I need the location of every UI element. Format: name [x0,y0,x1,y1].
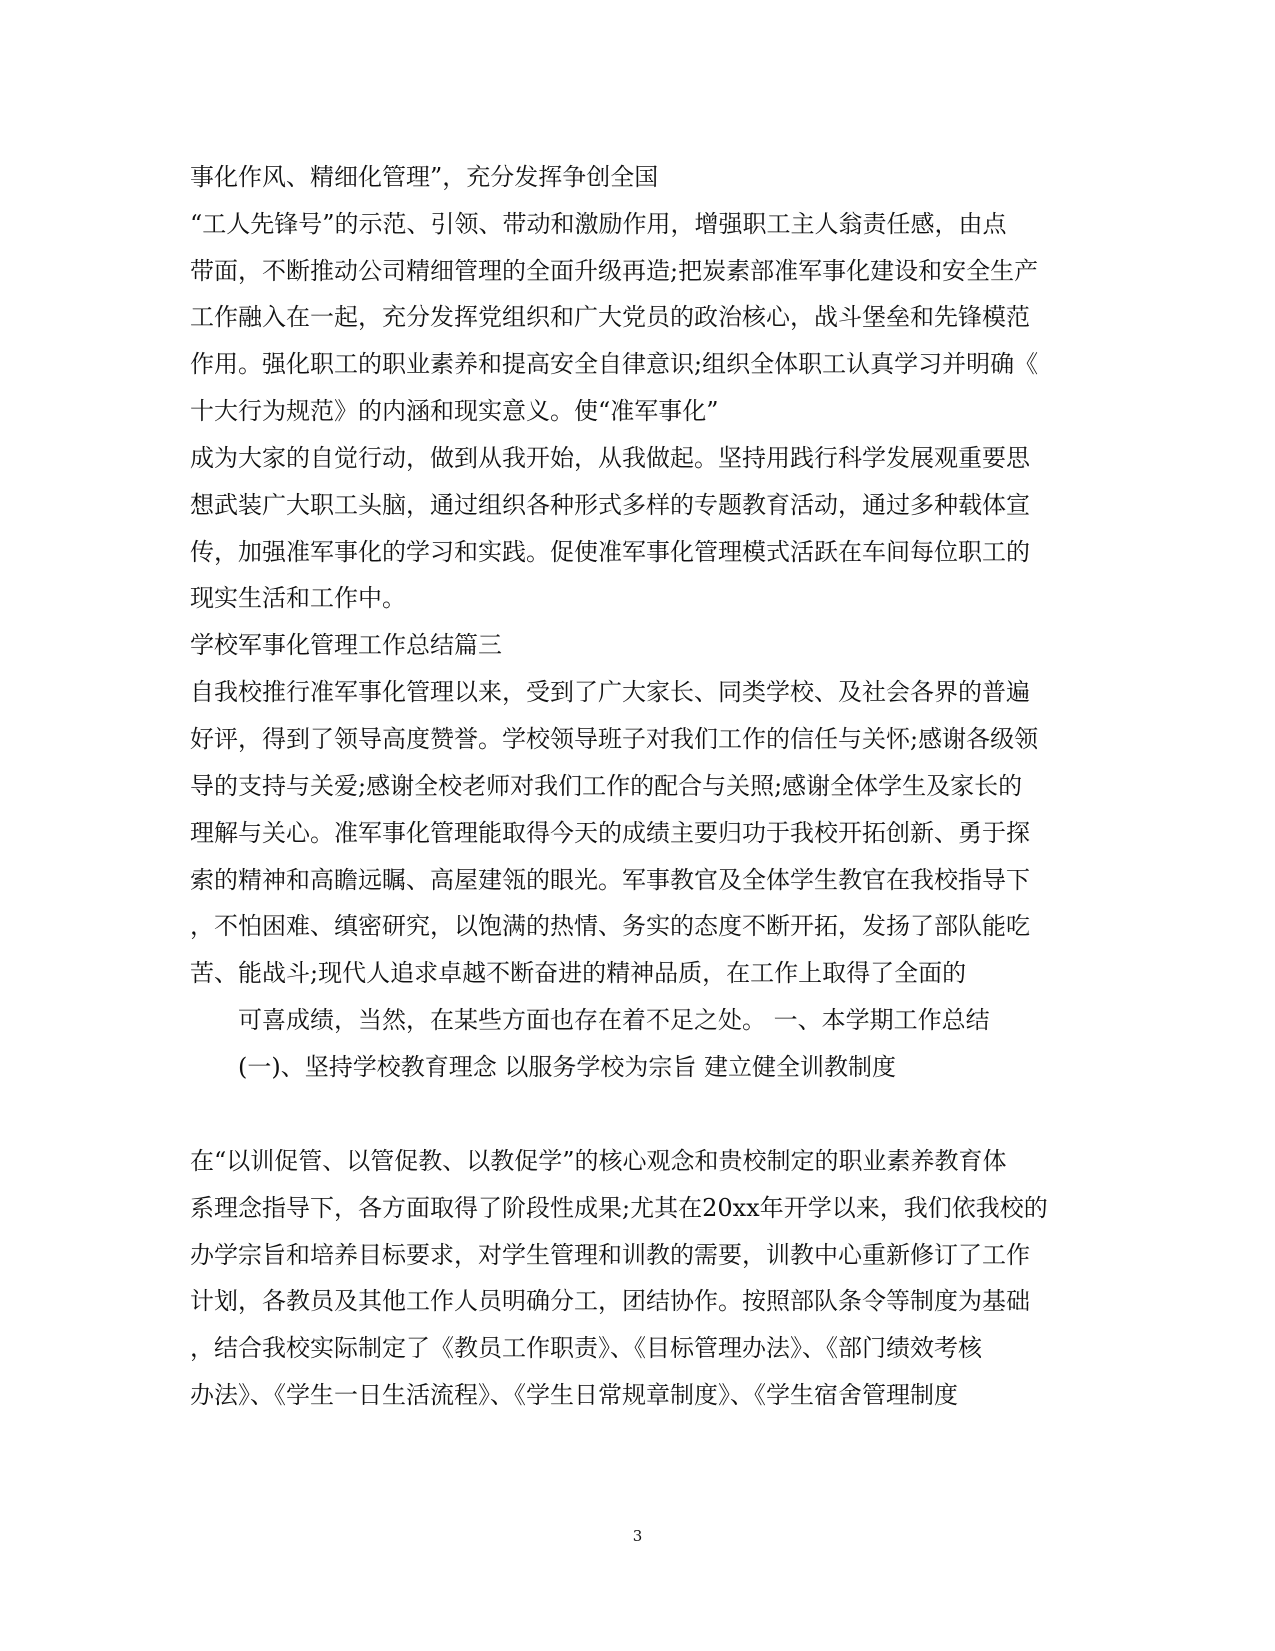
text-line: 办法》、《学生一日生活流程》、《学生日常规章制度》、《学生宿舍管理制度 [190,1381,958,1409]
text-line: 索的精神和高瞻远瞩、高屋建瓴的眼光。军事教官及全体学生教官在我校指导下 [190,866,1030,894]
text-line: 系理念指导下，各方面取得了阶段性成果;尤其在20xx年开学以来，我们依我校的 [190,1194,1048,1222]
subsection-heading: (一)、坚持学校教育理念 以服务学校为宗旨 建立健全训教制度 [238,1053,896,1081]
text-line: 好评，得到了领导高度赞誉。学校领导班子对我们工作的信任与关怀;感谢各级领 [190,725,1039,753]
text-line: 自我校推行准军事化管理以来，受到了广大家长、同类学校、及社会各界的普遍 [190,678,1030,706]
text-line-indented: 可喜成绩，当然，在某些方面也存在着不足之处。 一、本学期工作总结 [238,1006,990,1034]
text-line: “工人先锋号”的示范、引领、带动和激励作用，增强职工主人翁责任感，由点 [190,210,1007,238]
page-number: 3 [632,1527,643,1545]
text-line: 办学宗旨和培养目标要求，对学生管理和训教的需要，训教中心重新修订了工作 [190,1241,1030,1269]
text-line: ，结合我校实际制定了《教员工作职责》、《目标管理办法》、《部门绩效考核 [190,1334,982,1362]
text-line: 在“以训促管、以管促教、以教促学”的核心观念和贵校制定的职业素养教育体 [190,1147,1007,1175]
text-line: 苦、能战斗;现代人追求卓越不断奋进的精神品质，在工作上取得了全面的 [190,959,967,987]
text-line: 现实生活和工作中。 [190,584,406,612]
text-line: 工作融入在一起，充分发挥党组织和广大党员的政治核心，战斗堡垒和先锋模范 [190,303,1030,331]
text-line: ，不怕困难、缜密研究，以饱满的热情、务实的态度不断开拓，发扬了部队能吃 [190,912,1030,940]
text-line: 十大行为规范》的内涵和现实意义。使“准军事化” [190,397,719,425]
text-line: 计划，各教员及其他工作人员明确分工，团结协作。按照部队条令等制度为基础 [190,1287,1030,1315]
text-line: 导的支持与关爱;感谢全校老师对我们工作的配合与关照;感谢全体学生及家长的 [190,772,1023,800]
text-line: 作用。强化职工的职业素养和提高安全自律意识;组织全体职工认真学习并明确《 [190,350,1039,378]
text-line: 传，加强准军事化的学习和实践。促使准军事化管理模式活跃在车间每位职工的 [190,538,1030,566]
text-line: 成为大家的自觉行动，做到从我开始，从我做起。坚持用践行科学发展观重要思 [190,444,1030,472]
text-line: 事化作风、精细化管理”，充分发挥争创全国 [190,163,659,191]
text-line: 理解与关心。准军事化管理能取得今天的成绩主要归功于我校开拓创新、勇于探 [190,819,1030,847]
text-line: 带面，不断推动公司精细管理的全面升级再造;把炭素部准军事化建设和安全生产 [190,257,1039,285]
text-line: 想武装广大职工头脑，通过组织各种形式多样的专题教育活动，通过多种载体宣 [190,491,1030,519]
section-heading: 学校军事化管理工作总结篇三 [190,631,502,659]
